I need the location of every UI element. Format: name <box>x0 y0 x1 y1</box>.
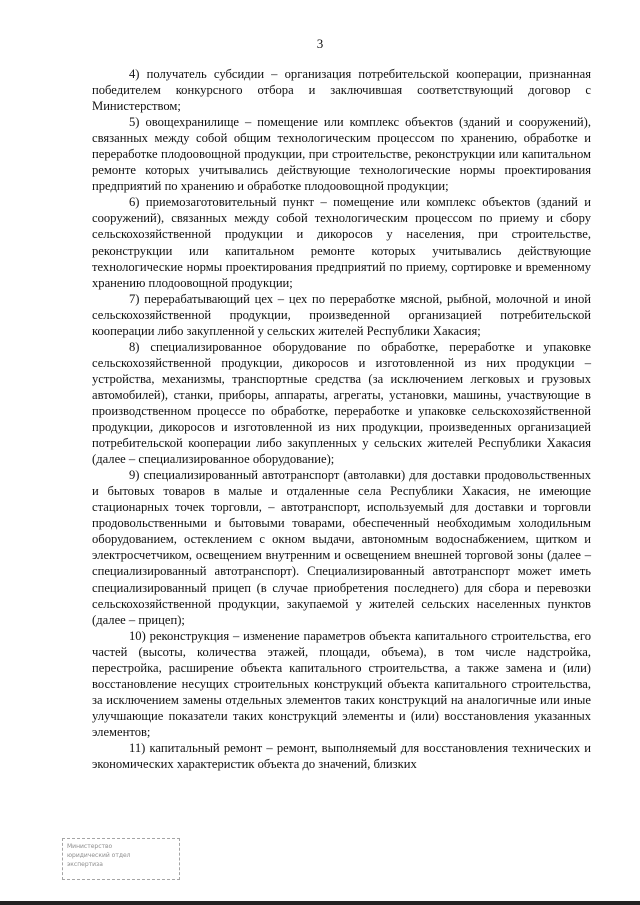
paragraph-4: 4) получатель субсидии – организация потребительской кооперации, признанная победителем конкурсного отбора и заключившая соответствующий договор с Министерством; <box>92 67 591 114</box>
paragraph-10: 10) реконструкция – изменение параметров объекта капитального строительства, его частей (высоты, количества этажей, площади, объема), в том числе надстройка, перестройка, расширение объекта капитального строительства, а также замена и (или) восстановление несущих строительных конструкций объекта капитального строительства, за исключением замены отдельных элементов таких конструкций на аналогичные или иные улучшающие показатели таких конструкций элементы и (или) восстановления указанных элементов; <box>92 628 591 739</box>
paragraph-5: 5) овощехранилище – помещение или комплекс объектов (зданий и сооружений), связанных между собой общим технологическим процессом по хранению, обработке и переработке плодоовощной продукции, при строительстве, реконструкции или капитальном ремонте которых учитывались действующие технологические нормы проектирования предприятий по хранению и обработке плодоовощной продукции; <box>92 115 591 194</box>
paragraph-9: 9) специализированный автотранспорт (автолавки) для доставки продовольственных и бытовых товаров в малые и отдаленные села Республики Хакасия, не имеющие стационарных точек торговли, – автотранспорт, используемый для доставки и торговли продовольственными и бытовыми товарами, обеспеченный необходимым холодильным оборудованием, остеклением с окном выдачи, автономным водоснабжением, щитком и электросчетчиком, освещением внутренним и освещением внешней торговой зоны (далее – специализированный автотранспорт). Специализированный автотранспорт может иметь специализированный прицеп (в случае приобретения последнего) для сбора и перевозки сельскохозяйственной продукции, закупаемой у жителей сельских населенных пунктов (далее – прицеп); <box>92 468 591 627</box>
paragraph-6: 6) приемозаготовительный пункт – помещение или комплекс объектов (зданий и сооружений), связанных между собой технологическим процессом по приему и сбору сельскохозяйственной продукции и дикоросов у населения, при строительстве, реконструкции или капитальном ремонте которых учитывались действующие технологические нормы проектирования предприятий по приему, сортировке и временному хранению плодоовощной продукции; <box>92 195 591 290</box>
paragraph-11: 11) капитальный ремонт – ремонт, выполняемый для восстановления технических и экономических характеристик объекта до значений, близких <box>92 740 591 772</box>
page-number: 3 <box>316 36 324 51</box>
approval-stamp <box>62 838 180 880</box>
scan-edge <box>0 901 640 905</box>
document-body <box>92 66 591 772</box>
paragraph-8: 8) специализированное оборудование по обработке, переработке и упаковке сельскохозяйственной продукции, дикоросов и изготовленной из них продукции – устройства, механизмы, транспортные средства (за исключением легковых и грузовых автомобилей), станки, приборы, аппараты, агрегаты, установки, машины, участвующие в производственном процессе по обработке, переработке и упаковке сельскохозяйственной продукции, дикоросов и изготовленной из них продукции, произведенных организацией потребительской кооперации либо закупленных у сельских жителей Республики Хакасия (далее – специализированное оборудование); <box>92 339 591 467</box>
stamp-line: Министерство <box>67 843 113 850</box>
paragraph-7: 7) перерабатывающий цех – цех по переработке мясной, рыбной, молочной и иной сельскохозяйственной продукции, произведенной организацией потребительской кооперации либо закупленной у сельских жителей Республики Хакасия; <box>92 291 591 338</box>
stamp-line: юридический отдел <box>67 852 131 859</box>
stamp-line: экспертиза <box>67 861 103 868</box>
